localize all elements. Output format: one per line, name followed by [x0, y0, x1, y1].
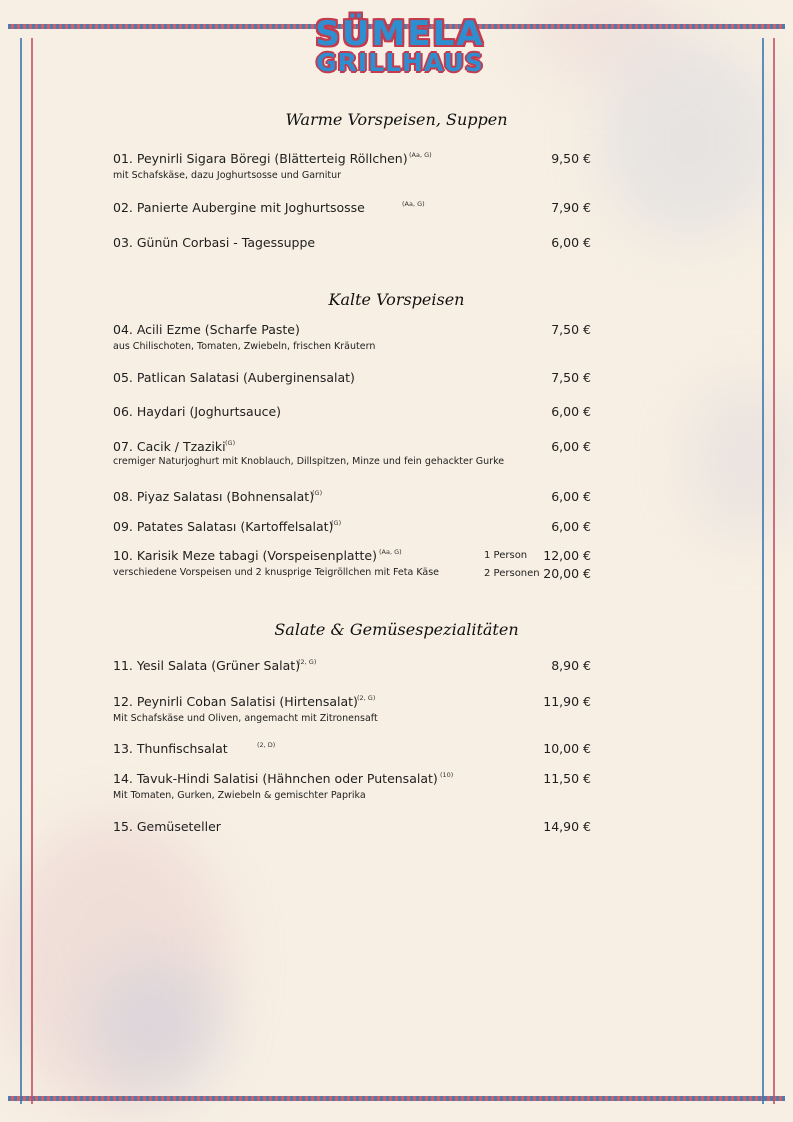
item-description: cremiger Naturjoghurt mit Knoblauch, Dillspitzen, Minze und fein gehackter Gurke [113, 456, 505, 467]
item-name: 05. Patlican Salatasi (Auberginensalat) [113, 370, 355, 385]
item-name: 02. Panierte Aubergine mit Joghurtsosse [113, 200, 365, 215]
item-name: 06. Haydari (Joghurtsauce) [113, 404, 282, 419]
item-name: 10. Karisik Meze tabagi (Vorspeisenplatte) [113, 548, 377, 563]
portion-option-label: 2 Personen [484, 568, 540, 579]
item-name: 09. Patates Salatası (Kartoffelsalat) [113, 519, 334, 534]
allergen-codes: (2, G) [298, 658, 317, 666]
section-title: Kalte Vorspeisen [328, 290, 465, 309]
item-price: 7,90 € [551, 200, 591, 215]
allergen-codes: (G) [331, 519, 342, 527]
item-description: aus Chilischoten, Tomaten, Zwiebeln, frischen Kräutern [113, 341, 376, 352]
item-price: 8,90 € [551, 658, 591, 673]
portion-option-label: 1 Person [484, 550, 528, 561]
watercolor-wash [690, 380, 793, 540]
allergen-codes: (2, G) [357, 694, 376, 702]
allergen-codes: (Aa, G) [402, 200, 425, 208]
item-description: mit Schafskäse, dazu Joghurtsosse und Garnitur [113, 170, 342, 181]
item-name: 01. Peynirli Sigara Böregi (Blätterteig Röllchen) [113, 151, 408, 166]
portion-option-price: 12,00 € [543, 548, 591, 563]
item-name: 12. Peynirli Coban Salatisi (Hirtensalat) [113, 694, 358, 709]
item-price: 9,50 € [551, 151, 591, 166]
section-title: Salate & Gemüsespezialitäten [274, 620, 519, 639]
logo-subtitle: GRILLHAUS [316, 48, 484, 77]
item-price: 7,50 € [551, 370, 591, 385]
logo-name: SÜMELA [315, 14, 485, 54]
item-description: Mit Schafskäse und Oliven, angemacht mit Zitronensaft [113, 713, 378, 724]
watercolor-wash [600, 40, 780, 240]
item-price: 6,00 € [551, 489, 591, 504]
item-price: 6,00 € [551, 519, 591, 534]
item-name: 07. Cacik / Tzaziki [113, 439, 226, 454]
item-name: 04. Acili Ezme (Scharfe Paste) [113, 322, 300, 337]
item-price: 6,00 € [551, 439, 591, 454]
allergen-codes: (G) [312, 489, 323, 497]
bottom-border [8, 1096, 785, 1101]
allergen-codes: (2, D) [257, 741, 276, 749]
item-price: 7,50 € [551, 322, 591, 337]
item-price: 6,00 € [551, 404, 591, 419]
allergen-codes: (G) [225, 439, 236, 447]
item-name: 11. Yesil Salata (Grüner Salat) [113, 658, 301, 673]
restaurant-logo [250, 14, 550, 77]
item-name: 14. Tavuk-Hindi Salatisi (Hähnchen oder Putensalat) [113, 771, 438, 786]
section-title: Warme Vorspeisen, Suppen [285, 110, 508, 129]
allergen-codes: (10) [440, 771, 454, 779]
item-name: 13. Thunfischsalat [113, 741, 228, 756]
watercolor-wash [90, 960, 220, 1090]
right-border [762, 38, 775, 1104]
item-description: Mit Tomaten, Gurken, Zwiebeln & gemischter Paprika [113, 790, 366, 801]
item-price: 14,90 € [543, 819, 591, 834]
item-name: 08. Piyaz Salatası (Bohnensalat) [113, 489, 315, 504]
item-price: 6,00 € [551, 235, 591, 250]
item-price: 11,90 € [543, 694, 591, 709]
item-name: 03. Günün Corbasi - Tagessuppe [113, 235, 316, 250]
left-border [20, 38, 33, 1104]
item-description: verschiedene Vorspeisen und 2 knusprige Teigröllchen mit Feta Käse [113, 567, 440, 578]
watercolor-wash [0, 820, 230, 1110]
item-price: 10,00 € [543, 741, 591, 756]
item-name: 15. Gemüseteller [113, 819, 221, 834]
item-price: 11,50 € [543, 771, 591, 786]
allergen-codes: (Aa, G) [379, 548, 402, 556]
portion-option-price: 20,00 € [543, 566, 591, 581]
allergen-codes: (Aa, G) [409, 151, 432, 159]
